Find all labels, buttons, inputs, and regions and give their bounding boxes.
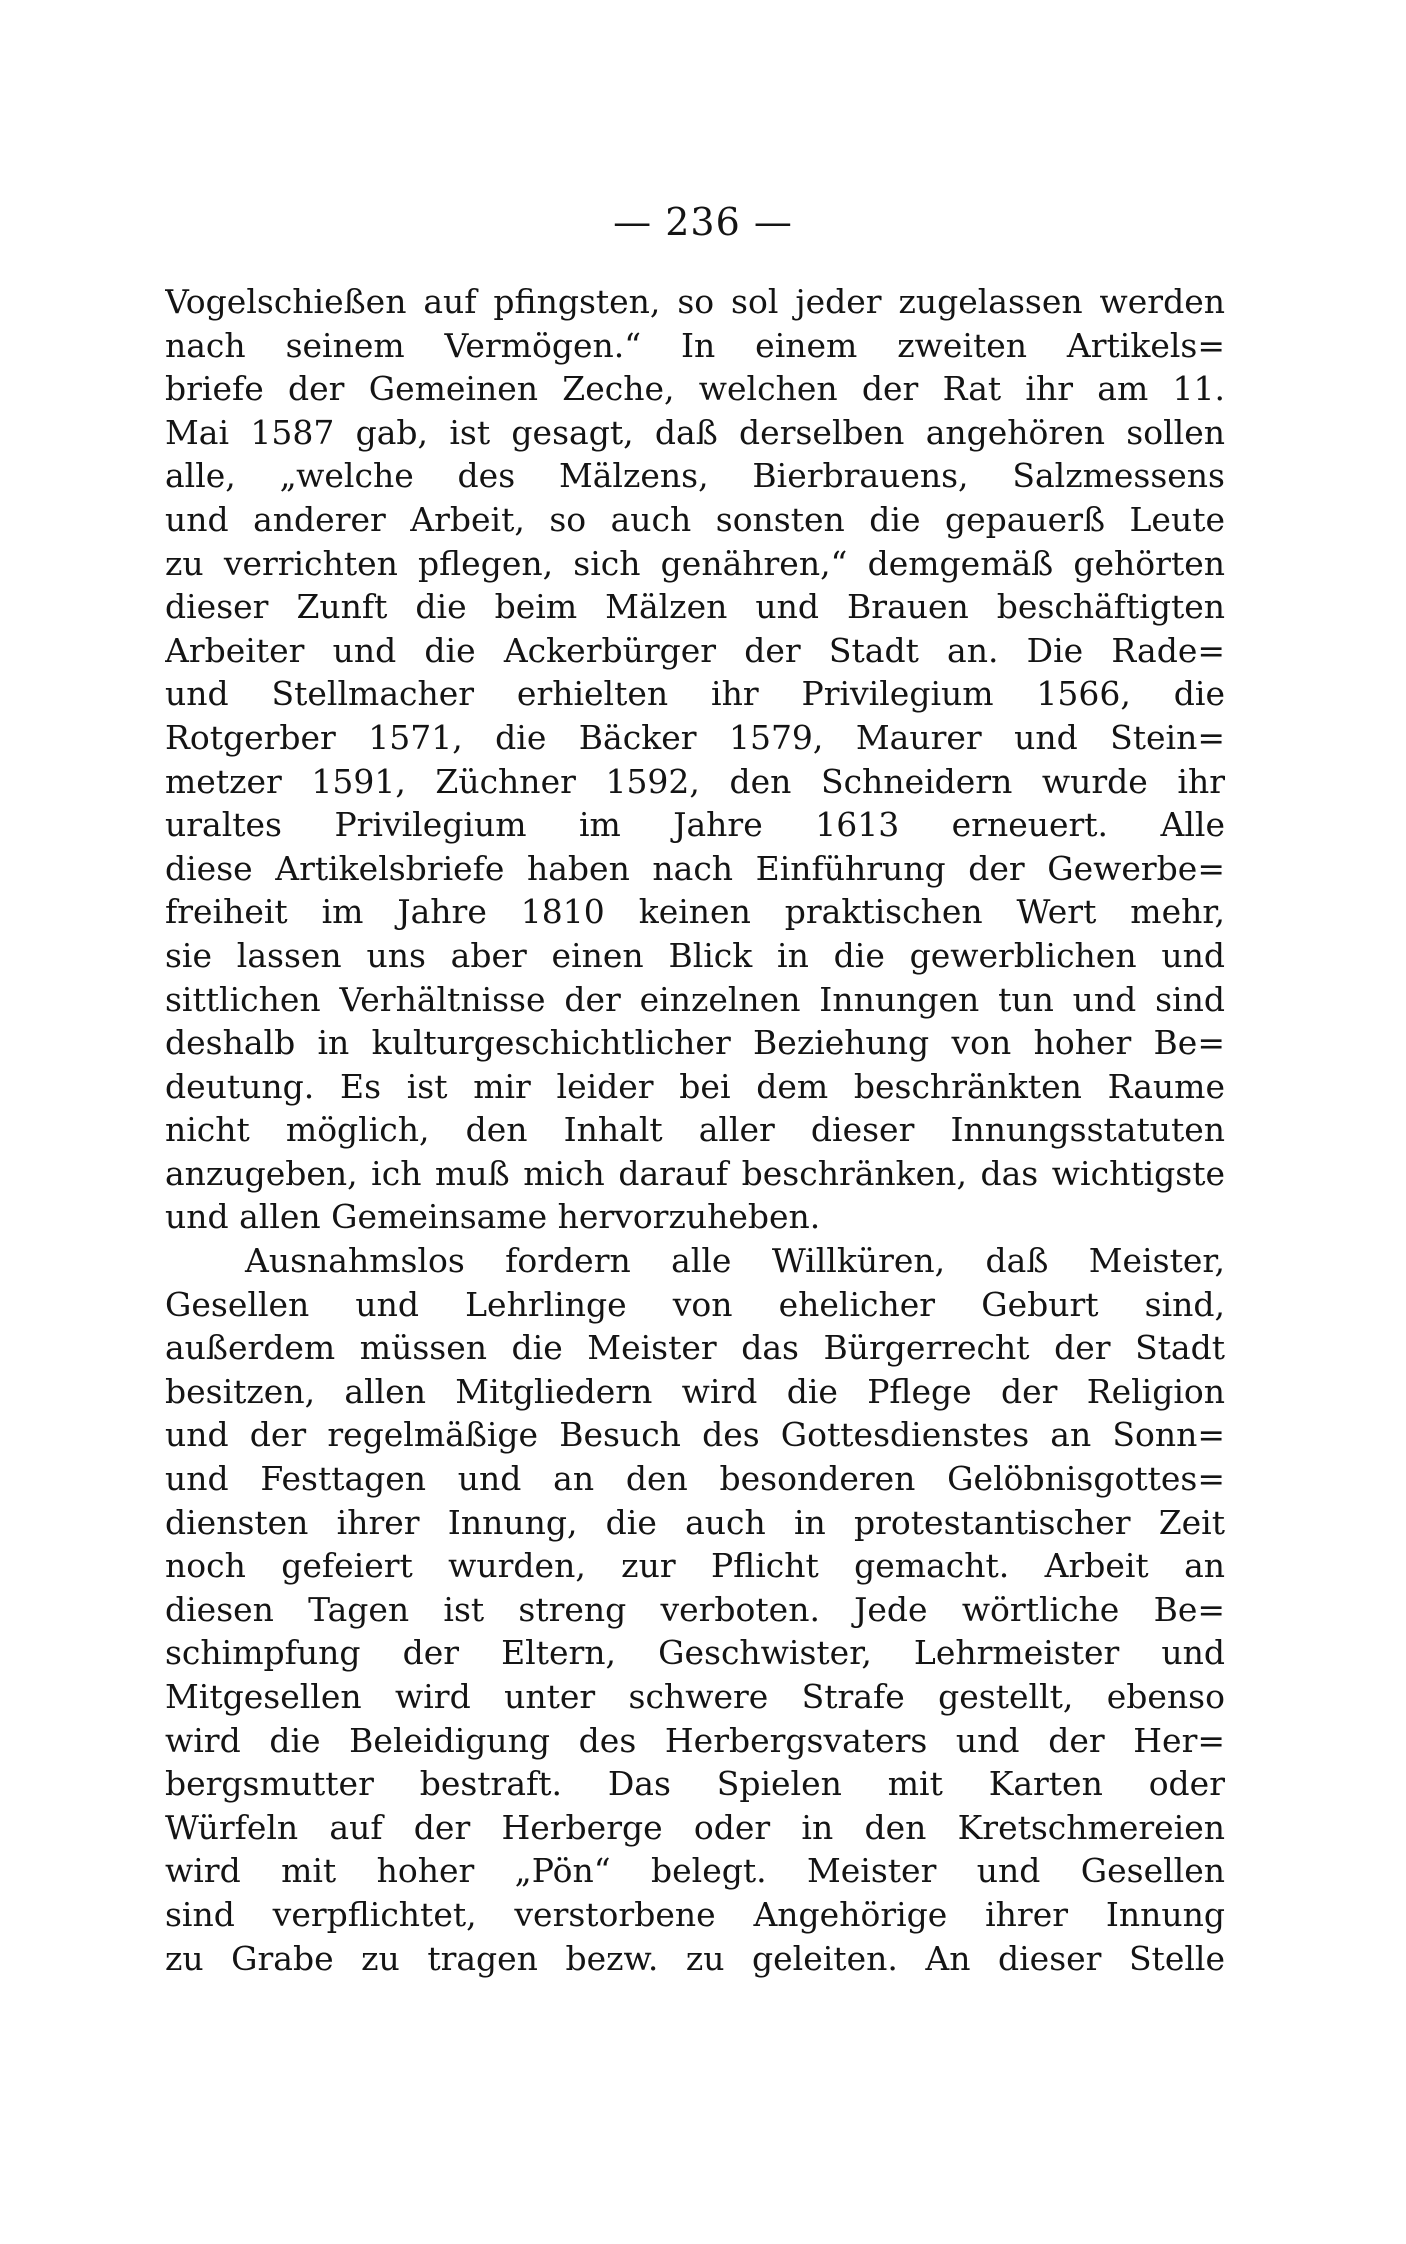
text-line: zu Grabe zu tragen bezw. zu geleiten. An dieser Stelle [165,1938,1225,1978]
text-line: nach seinem Vermögen.“ In einem zweiten Artikels= [165,325,1225,365]
text-line: Arbeiter und die Ackerbürger der Stadt an. Die Rade= [165,630,1225,670]
text-line: zu verrichten pflegen, sich genähren,“ demgemäß gehörten [165,543,1225,583]
text-line: diesen Tagen ist streng verboten. Jede wörtliche Be= [165,1589,1225,1629]
text-line: Würfeln auf der Herberge oder in den Kretschmereien [165,1807,1225,1847]
text-line: dieser Zunft die beim Mälzen und Brauen beschäftigten [165,587,1225,627]
text-line: nicht möglich, den Inhalt aller dieser Innungsstatuten [165,1110,1225,1150]
text-line: Mai 1587 gab, ist gesagt, daß derselben angehören sollen [165,412,1225,452]
text-line: sittlichen Verhältnisse der einzelnen Innungen tun und sind [165,979,1225,1019]
text-line: Mitgesellen wird unter schwere Strafe gestellt, ebenso [165,1677,1225,1716]
text-line: briefe der Gemeinen Zeche, welchen der Rat ihr am 11. [165,369,1225,409]
text-line: und anderer Arbeit, so auch sonsten die gepauerß Leute [165,499,1225,539]
text-line: alle, „welche des Mälzens, Bierbrauens, Salzmessens [165,456,1225,496]
text-line: anzugeben, ich muß mich darauf beschränken, das wichtigste [165,1153,1225,1193]
text-line: deshalb in kulturgeschichtlicher Beziehung von hoher Be= [165,1023,1225,1063]
text-line: Gesellen und Lehrlinge von ehelicher Geburt sind, [165,1284,1225,1324]
text-line: und Stellmacher erhielten ihr Privilegium 1566, die [165,674,1225,714]
text-line: deutung. Es ist mir leider bei dem beschränkten Raume [165,1066,1225,1106]
text-line: sind verpflichtet, verstorbene Angehörige ihrer Innung [165,1894,1225,1934]
text-line: uraltes Privilegium im Jahre 1613 erneuert. Alle [165,805,1225,845]
text-line: diensten ihrer Innung, die auch in protestantischer Zeit [165,1502,1225,1542]
body-text [165,280,1225,1980]
text-line: wird die Beleidigung des Herbergsvaters und der Her= [165,1720,1225,1760]
paragraph-end-line: und allen Gemeinsame hervorzuheben. [165,1197,821,1237]
text-line: außerdem müssen die Meister das Bürgerrecht der Stadt [165,1328,1225,1368]
text-line: Rotgerber 1571, die Bäcker 1579, Maurer und Stein= [165,717,1225,757]
text-line: noch gefeiert wurden, zur Pflicht gemacht. Arbeit an [165,1546,1225,1586]
text-line: wird mit hoher „Pön“ belegt. Meister und Gesellen [165,1851,1225,1891]
text-line: bergsmutter bestraft. Das Spielen mit Karten oder [165,1764,1225,1804]
text-line: metzer 1591, Züchner 1592, den Schneidern wurde ihr [165,761,1225,801]
text-line: sie lassen uns aber einen Blick in die gewerblichen und [165,935,1225,975]
text-line: Vogelschießen auf pfingsten, so sol jeder zugelassen werden [165,282,1225,321]
paragraph-start-line: Ausnahmslos fordern alle Willküren, daß Meister, [245,1241,1225,1281]
text-line: und der regelmäßige Besuch des Gottesdienstes an Sonn= [165,1415,1225,1455]
text-line: schimpfung der Eltern, Geschwister, Lehrmeister und [165,1633,1225,1673]
text-line: und Festtagen und an den besonderen Gelöbnisgottes= [165,1459,1225,1499]
page-number: — 236 — [613,200,793,244]
text-line: diese Artikelsbriefe haben nach Einführung der Gewerbe= [165,848,1225,888]
text-line: besitzen, allen Mitgliedern wird die Pflege der Religion [165,1371,1225,1411]
text-line: freiheit im Jahre 1810 keinen praktischen Wert mehr, [165,892,1225,932]
